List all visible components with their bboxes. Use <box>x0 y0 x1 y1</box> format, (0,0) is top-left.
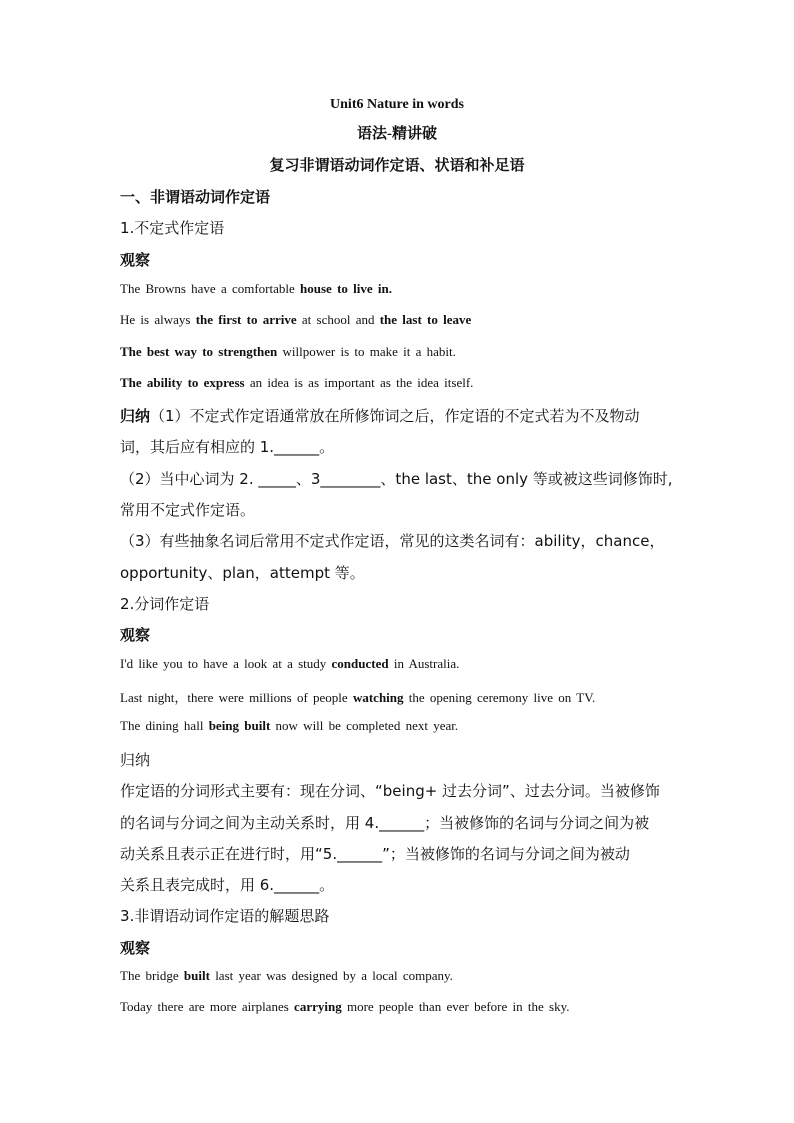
part2-summary-line4: 关系且表完成时，用 6.______。 <box>120 876 335 894</box>
part2-observe-label: 观察 <box>120 626 151 644</box>
part3-example-2 <box>120 999 682 1015</box>
example-highlight: built <box>183 968 210 983</box>
part1-observe-label: 观察 <box>120 251 151 269</box>
example-text: The dining hall <box>120 718 209 733</box>
example-text: Today there are more airplanes <box>120 999 295 1014</box>
summary-text: （1）不定式作定语通常放在所修饰词之后，作定语的不定式若为不及物动 <box>150 407 640 425</box>
part1-summary-1-line1 <box>120 405 682 426</box>
part2-heading: 2.分词作定语 <box>120 595 210 613</box>
example-text: The bridge <box>120 968 184 983</box>
example-text: an idea is as important as the idea itself. <box>244 375 474 390</box>
lesson-subtitle: 语法-精讲破 <box>357 126 437 142</box>
part1-heading: 1.不定式作定语 <box>120 219 225 237</box>
example-highlight: the last to leave <box>379 312 472 327</box>
example-highlight: watching <box>352 690 404 705</box>
part1-example-2 <box>120 312 682 328</box>
example-highlight: house to live in. <box>300 281 392 296</box>
topic-heading: 复习非谓语动词作定语、状语和补足语 <box>269 158 525 174</box>
summary-label: 归纳 <box>120 407 151 425</box>
example-text: last year was designed by a local company. <box>209 968 453 983</box>
part1-example-1 <box>120 281 682 297</box>
part1-example-3 <box>120 344 682 360</box>
part3-heading: 3.非谓语动词作定语的解题思路 <box>120 907 330 925</box>
example-text: I'd like you to have a look at a study <box>120 656 332 671</box>
example-text: He is always <box>120 312 196 327</box>
part1-summary-2-line1: （2）当中心词为 2. _____、3________、the last、the only 等或被这些词修饰时, <box>120 470 673 488</box>
example-text: now will be completed next year. <box>270 718 459 733</box>
example-highlight: carrying <box>294 999 342 1014</box>
part1-summary-3-line2: opportunity、plan，attempt 等。 <box>120 564 365 582</box>
part2-summary-line3: 动关系且表示正在进行时，用“5.______”；当被修饰的名词与分词之间为被动 <box>120 845 630 863</box>
part2-summary-line2: 的名词与分词之间为主动关系时，用 4.______；当被修饰的名词与分词之间为被 <box>120 814 650 832</box>
example-text: in Australia. <box>388 656 460 671</box>
example-text: more people than ever before in the sky. <box>341 999 570 1014</box>
part1-summary-3-line1: （3）有些抽象名词后常用不定式作定语，常见的这类名词有：ability，chance， <box>120 532 665 550</box>
example-highlight: being built <box>208 718 271 733</box>
example-text: The Browns have a comfortable <box>120 281 301 296</box>
part1-summary-1-line2: 词，其后应有相应的 1.______。 <box>120 438 335 456</box>
example-highlight: The best way to strengthen <box>120 344 278 359</box>
unit-title: Unit6 Nature in words <box>330 97 464 112</box>
part2-summary-line1: 作定语的分词形式主要有：现在分词、“being+ 过去分词”、过去分词。当被修饰 <box>120 782 660 800</box>
part3-example-1 <box>120 968 682 984</box>
example-text: at school and <box>296 312 380 327</box>
section-heading: 一、非谓语动词作定语 <box>120 188 271 206</box>
part1-example-4 <box>120 375 682 391</box>
example-text: the opening ceremony live on TV. <box>403 690 596 705</box>
part2-summary-label: 归纳 <box>120 751 151 769</box>
part2-example-1 <box>120 656 682 672</box>
example-text: willpower is to make it a habit. <box>277 344 456 359</box>
example-highlight: conducted <box>331 656 389 671</box>
part2-example-3 <box>120 718 682 734</box>
part1-summary-2-line2: 常用不定式作定语。 <box>120 501 256 519</box>
example-text: Last night，there were millions of people <box>120 690 353 705</box>
example-highlight: The ability to express <box>120 375 245 390</box>
example-highlight: the first to arrive <box>195 312 297 327</box>
part3-observe-label: 观察 <box>120 939 151 957</box>
part2-example-2 <box>120 687 682 706</box>
